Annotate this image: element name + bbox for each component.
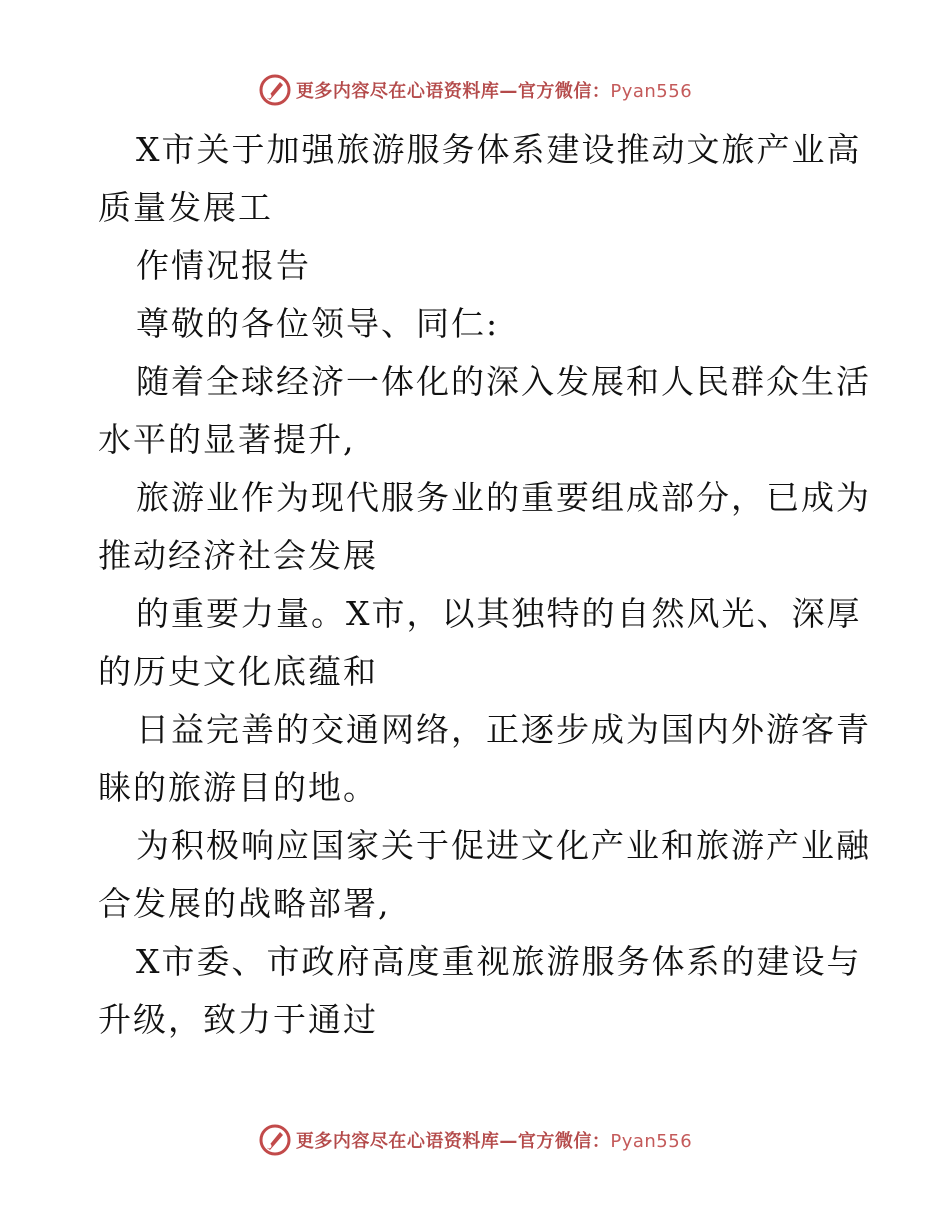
document-body xyxy=(98,121,871,1049)
watermark-label: 更多内容尽在心语资料库—官方微信： xyxy=(295,1131,611,1152)
watermark-header xyxy=(0,72,950,108)
text-line: 质量发展工 xyxy=(98,188,273,227)
watermark-wechat-id: Pyan556 xyxy=(610,81,693,102)
text-line: 日益完善的交通网络，正逐步成为国内外游客青 xyxy=(136,710,871,749)
quill-logo-icon xyxy=(258,1123,292,1157)
text-line: 为积极响应国家关于促进文化产业和旅游产业融 xyxy=(136,826,871,865)
text-line: 随着全球经济一体化的深入发展和人民群众生活 xyxy=(136,362,871,401)
text-line: 推动经济社会发展 xyxy=(98,536,378,575)
quill-logo-icon xyxy=(258,73,292,107)
text-line: 作情况报告 xyxy=(136,246,311,285)
watermark-text xyxy=(296,1127,692,1153)
watermark-text xyxy=(296,77,692,103)
text-line: X市关于加强旅游服务体系建设推动文旅产业高 xyxy=(136,130,862,169)
text-line: 合发展的战略部署, xyxy=(98,884,391,923)
watermark-label: 更多内容尽在心语资料库—官方微信： xyxy=(295,81,611,102)
watermark-wechat-id: Pyan556 xyxy=(610,1131,693,1152)
text-line: 的历史文化底蕴和 xyxy=(98,652,378,691)
text-line: X市委、市政府高度重视旅游服务体系的建设与 xyxy=(136,942,862,981)
watermark-footer xyxy=(0,1122,950,1158)
text-line: 睐的旅游目的地。 xyxy=(98,768,378,807)
text-line: 旅游业作为现代服务业的重要组成部分，已成为 xyxy=(136,478,871,517)
text-line: 水平的显著提升, xyxy=(98,420,356,459)
text-line: 尊敬的各位领导、同仁: xyxy=(136,304,500,343)
text-line: 升级，致力于通过 xyxy=(98,1000,378,1039)
text-line: 的重要力量。X市，以其独特的自然风光、深厚 xyxy=(136,594,862,633)
